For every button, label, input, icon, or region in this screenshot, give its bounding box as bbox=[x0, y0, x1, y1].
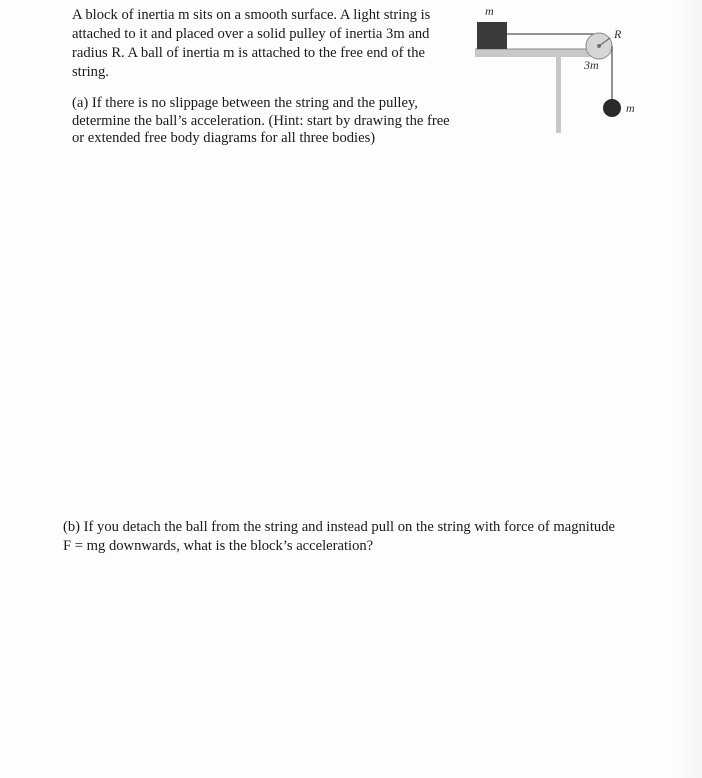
pulley-diagram-svg bbox=[460, 0, 650, 140]
pulley-mass-label: 3m bbox=[584, 58, 599, 72]
block bbox=[477, 22, 507, 49]
part-b-line-1: (b) If you detach the ball from the string and instead pull on the string with force of magnitude bbox=[63, 519, 615, 535]
problem-intro: A block of inertia m sits on a smooth surface. A light string is attached to it and placed over a solid pulley of inertia 3m and radius R. A ball of inertia m is attached to the free end of the string. bbox=[72, 7, 431, 80]
table-leg bbox=[556, 57, 561, 133]
scan-edge-shading bbox=[676, 0, 702, 778]
block-mass-label: m bbox=[485, 4, 494, 18]
ball-mass-label: m bbox=[626, 101, 635, 115]
table-surface bbox=[475, 49, 603, 57]
part-b-question bbox=[63, 518, 653, 556]
part-a-question: (a) If there is no slippage between the string and the pulley, determine the ball’s acceleration. (Hint: start by drawing the free or extended free body diagrams for all three bodies) bbox=[72, 95, 450, 146]
part-b-line-2: F = mg downwards, what is the block’s acceleration? bbox=[63, 538, 374, 554]
ball bbox=[603, 99, 621, 117]
pulley-diagram bbox=[460, 0, 650, 140]
pulley-radius-label: R bbox=[614, 27, 622, 41]
